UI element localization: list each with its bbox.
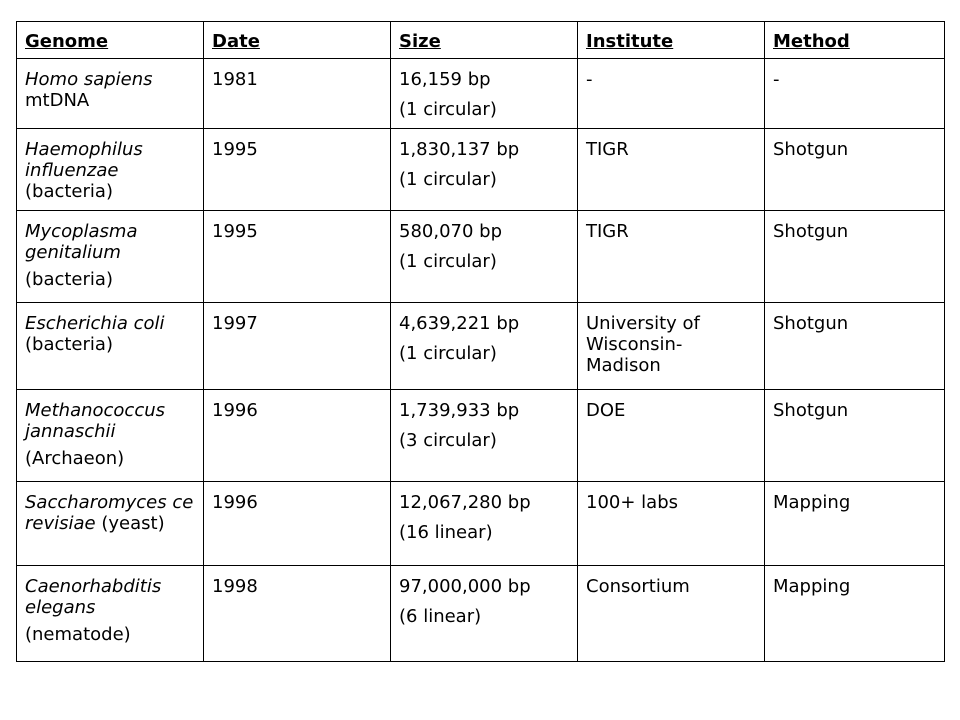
genome-name: Mycoplasma genitalium xyxy=(25,221,138,263)
genome-note: (yeast) xyxy=(101,513,165,534)
method-cell: - xyxy=(765,59,945,129)
institute-cell: DOE xyxy=(578,390,765,482)
table-row xyxy=(17,211,945,303)
date-cell: 1996 xyxy=(204,482,391,566)
genome-note: (bacteria) xyxy=(25,181,113,202)
genome-cell xyxy=(17,482,204,566)
size-cell xyxy=(391,390,578,482)
size-note: (1 circular) xyxy=(399,343,497,364)
date-cell: 1981 xyxy=(204,59,391,129)
genome-note: (Archaeon) xyxy=(25,448,125,469)
size-value: 1,739,933 bp xyxy=(399,400,520,421)
header-date: Date xyxy=(204,22,391,59)
table-row xyxy=(17,59,945,129)
institute-cell: - xyxy=(578,59,765,129)
genome-cell xyxy=(17,566,204,662)
size-cell xyxy=(391,482,578,566)
genome-cell xyxy=(17,303,204,390)
genome-name: Homo sapiens xyxy=(25,69,153,90)
size-note: (1 circular) xyxy=(399,99,497,120)
method-cell: Mapping xyxy=(765,482,945,566)
genome-name: Escherichia coli xyxy=(25,313,165,334)
institute-cell: 100+ labs xyxy=(578,482,765,566)
date-cell: 1995 xyxy=(204,129,391,211)
genome-name: Methanococcus jannaschii xyxy=(25,400,166,442)
size-value: 12,067,280 bp xyxy=(399,492,531,513)
size-cell xyxy=(391,303,578,390)
table-row xyxy=(17,129,945,211)
method-cell: Shotgun xyxy=(765,390,945,482)
genome-name: Saccharomyces cerevisiae xyxy=(25,492,194,534)
genome-note: (nematode) xyxy=(25,624,131,645)
size-note: (1 circular) xyxy=(399,251,497,272)
size-cell xyxy=(391,129,578,211)
size-note: (1 circular) xyxy=(399,169,497,190)
size-value: 97,000,000 bp xyxy=(399,576,531,597)
method-cell: Mapping xyxy=(765,566,945,662)
genome-note: mtDNA xyxy=(25,90,90,111)
table-row xyxy=(17,566,945,662)
header-size: Size xyxy=(391,22,578,59)
size-cell xyxy=(391,566,578,662)
genome-note: (bacteria) xyxy=(25,269,113,290)
size-value: 16,159 bp xyxy=(399,69,491,90)
method-cell: Shotgun xyxy=(765,211,945,303)
institute-cell: TIGR xyxy=(578,129,765,211)
genome-cell xyxy=(17,390,204,482)
table-row xyxy=(17,390,945,482)
date-cell: 1997 xyxy=(204,303,391,390)
table-row xyxy=(17,303,945,390)
header-method: Method xyxy=(765,22,945,59)
date-cell: 1996 xyxy=(204,390,391,482)
institute-cell: TIGR xyxy=(578,211,765,303)
table-row xyxy=(17,482,945,566)
size-value: 1,830,137 bp xyxy=(399,139,520,160)
genome-cell xyxy=(17,129,204,211)
genome-name: Haemophilus influenzae xyxy=(25,139,143,181)
genome-note: (bacteria) xyxy=(25,334,113,355)
size-value: 4,639,221 bp xyxy=(399,313,520,334)
size-cell xyxy=(391,59,578,129)
method-cell: Shotgun xyxy=(765,303,945,390)
date-cell: 1998 xyxy=(204,566,391,662)
size-note: (6 linear) xyxy=(399,606,482,627)
genome-cell xyxy=(17,59,204,129)
institute-cell: Consortium xyxy=(578,566,765,662)
size-note: (16 linear) xyxy=(399,522,493,543)
method-cell: Shotgun xyxy=(765,129,945,211)
genome-table xyxy=(16,21,945,662)
size-note: (3 circular) xyxy=(399,430,497,451)
header-genome: Genome xyxy=(17,22,204,59)
genome-name: Caenorhabditis elegans xyxy=(25,576,162,618)
size-cell xyxy=(391,211,578,303)
date-cell: 1995 xyxy=(204,211,391,303)
header-row xyxy=(17,22,945,59)
header-institute: Institute xyxy=(578,22,765,59)
size-value: 580,070 bp xyxy=(399,221,503,242)
institute-cell: University of Wisconsin-Madison xyxy=(578,303,765,390)
genome-cell xyxy=(17,211,204,303)
